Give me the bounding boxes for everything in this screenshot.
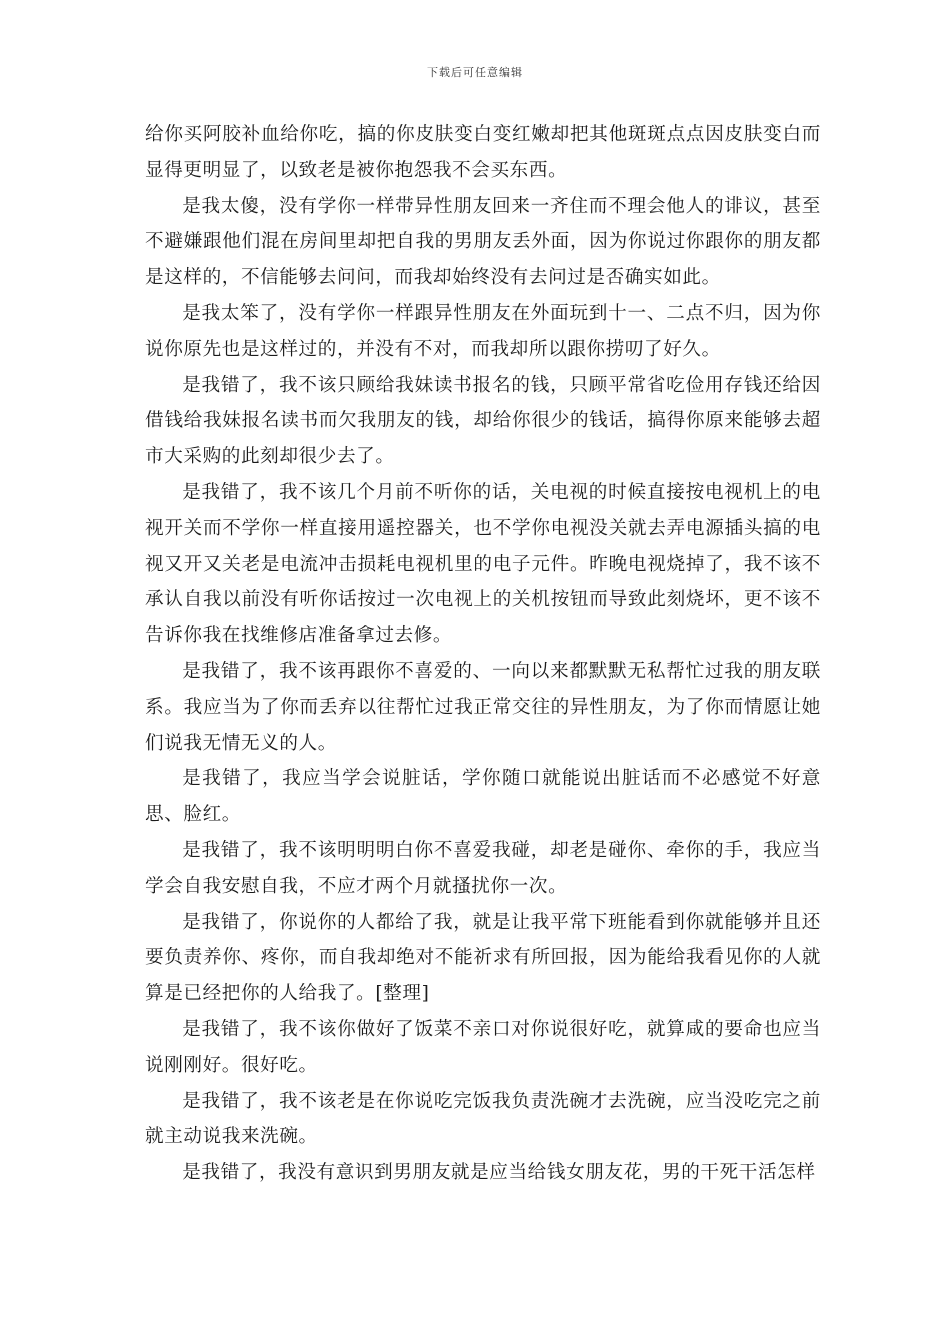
paragraph-12: 是我错了，我没有意识到男朋友就是应当给钱女朋友花，男的干死干活怎样 [182,1162,816,1184]
paragraph-2: 是我太傻，没有学你一样带异性朋友回来一齐住而不理会他人的诽议，甚至不避嫌跟他们混在房间里却把自我的男朋友丢外面，因为你说过你跟你的朋友都是这样的，不信能够去问问，而我却始终没有去问过是否确实如此。 [145,195,821,289]
paragraph-9: 是我错了，你说你的人都给了我，就是让我平常下班能看到你就能够并且还要负责养你、疼你，而自我却绝对不能祈求有所回报，因为能给我看见你的人就算是已经把你的人给我了。[整理] [145,911,821,1005]
paragraph-6: 是我错了，我不该再跟你不喜爱的、一向以来都默默无私帮忙过我的朋友联系。我应当为了你而丢弃以往帮忙过我正常交往的异性朋友，为了你而情愿让她们说我无情无义的人。 [145,660,821,754]
paragraph-1: 给你买阿胶补血给你吃，搞的你皮肤变白变红嫩却把其他斑斑点点因皮肤变白而显得更明显了，以致老是被你抱怨我不会买东西。 [145,124,821,181]
paragraph-8: 是我错了，我不该明明明白你不喜爱我碰，却老是碰你、牵你的手，我应当学会自我安慰自我，不应才两个月就搔扰你一次。 [145,839,821,897]
page-header-caption: 下载后可任意编辑 [427,66,523,79]
paragraph-3: 是我太笨了，没有学你一样跟异性朋友在外面玩到十一、二点不归，因为你说你原先也是这样过的，并没有不对，而我却所以跟你捞叨了好久。 [145,302,821,360]
paragraph-7: 是我错了，我应当学会说脏话，学你随口就能说出脏话而不必感觉不好意思、脸红。 [145,768,821,826]
paragraph-11: 是我错了，我不该老是在你说吃完饭我负责洗碗才去洗碗，应当没吃完之前就主动说我来洗碗。 [145,1090,821,1148]
paragraph-5: 是我错了，我不该几个月前不听你的话，关电视的时候直接按电视机上的电视开关而不学你一样直接用遥控器关，也不学你电视没关就去弄电源插头搞的电视又开又关老是电流冲击损耗电视机里的电子元件。昨晚电视烧掉了，我不该不承认自我以前没有听你话按过一次电视上的关机按钮而导致此刻烧坏，更不该不告诉你我在找维修店准备拿过去修。 [145,481,821,647]
paragraph-4: 是我错了，我不该只顾给我妹读书报名的钱，只顾平常省吃俭用存钱还给因借钱给我妹报名读书而欠我朋友的钱，却给你很少的钱话，搞得你原来能够去超市大采购的此刻却很少去了。 [145,374,821,468]
document-body [145,117,821,1191]
paragraph-10: 是我错了，我不该你做好了饭菜不亲口对你说很好吃，就算咸的要命也应当说刚刚好。很好吃。 [145,1018,821,1076]
